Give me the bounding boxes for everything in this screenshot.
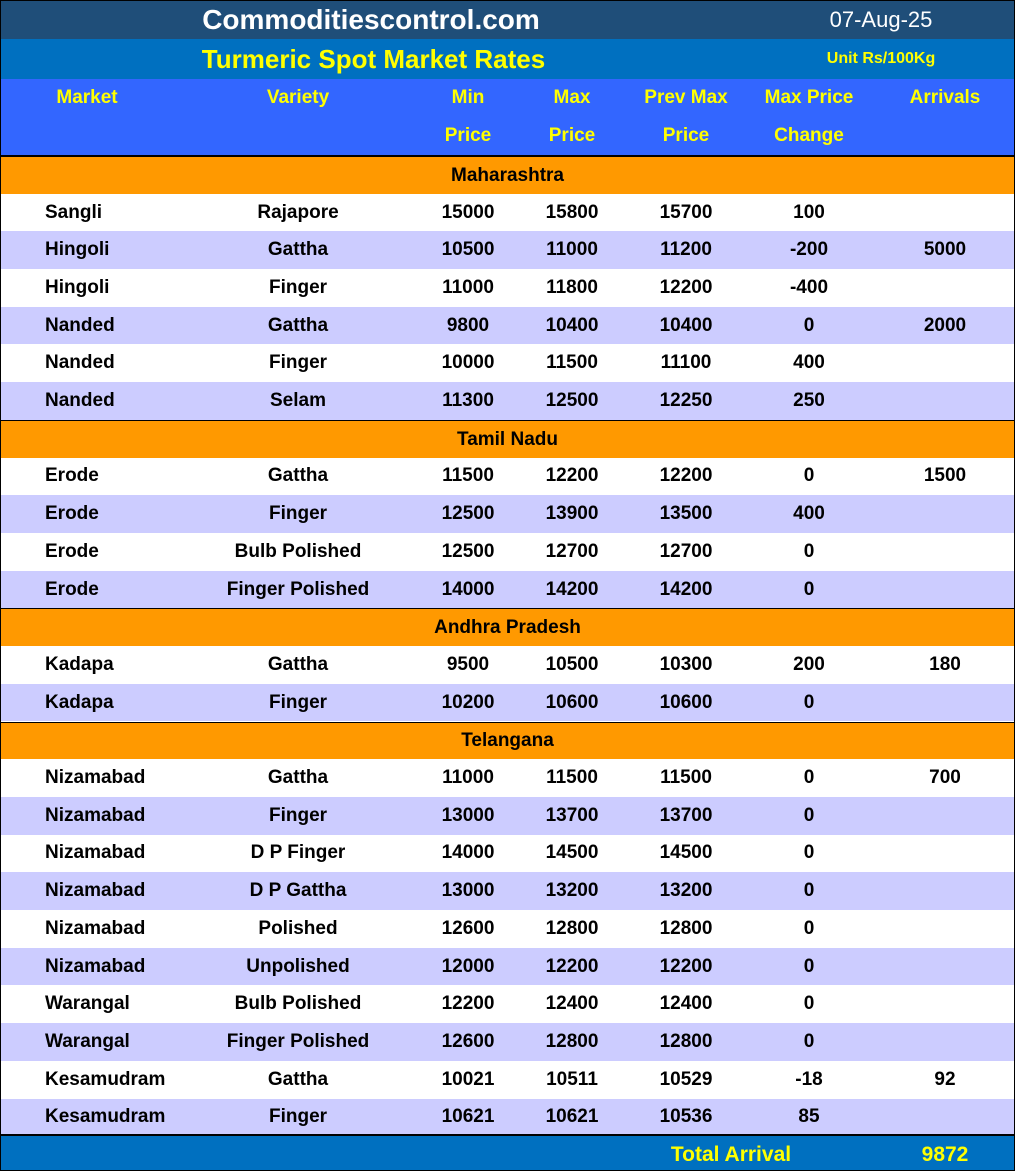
cell-max-price: 12700: [545, 540, 599, 562]
cell-market: Kesamudram: [45, 1106, 166, 1128]
cell-market: Erode: [45, 465, 99, 487]
cell-prev-max-price: 15700: [659, 201, 713, 223]
table-row: [1, 872, 1014, 910]
table-row: [1, 835, 1014, 873]
cell-min-price: 14000: [441, 842, 495, 864]
table-row: [1, 231, 1014, 269]
table-row: [1, 345, 1014, 383]
table-row: [1, 797, 1014, 835]
column-header-row-2: [1, 117, 1014, 157]
cell-min-price: 12200: [441, 993, 495, 1015]
cell-arrivals: 700: [929, 767, 961, 789]
cell-prev-max-price: 13200: [659, 880, 713, 902]
cell-min-price: 15000: [441, 201, 495, 223]
cell-market: Nizamabad: [45, 880, 146, 902]
cell-arrivals: [895, 345, 995, 383]
col-header-market: Market: [56, 87, 118, 108]
cell-min-price: 10621: [441, 1106, 495, 1128]
cell-min-price: 10200: [441, 691, 495, 713]
cell-min-price: 11500: [442, 465, 494, 487]
cell-prev-max-price: 10536: [659, 1106, 713, 1128]
cell-max-price-change: -200: [789, 239, 829, 261]
cell-max-price-change: -400: [789, 276, 829, 298]
section-name: Telangana: [461, 730, 554, 752]
cell-max-price-change: 0: [803, 917, 815, 939]
cell-arrivals: [895, 948, 995, 986]
cell-prev-max-price: 10529: [659, 1068, 713, 1090]
table-row: [1, 1061, 1014, 1099]
cell-min-price: 10500: [441, 239, 495, 261]
cell-variety: Selam: [270, 390, 326, 412]
site-name: Commoditiescontrol.com: [202, 4, 540, 35]
total-arrival-label: Total Arrival: [670, 1143, 792, 1166]
cell-market: Nanded: [45, 390, 115, 412]
col-header-change-sub: Change: [774, 125, 844, 146]
cell-max-price-change: 250: [793, 390, 825, 412]
cell-min-price: 12600: [441, 1030, 495, 1052]
cell-prev-max-price: 12700: [659, 540, 713, 562]
cell-variety: Finger: [268, 276, 328, 298]
cell-variety: Gattha: [267, 239, 329, 261]
cell-max-price-change: -18: [795, 1068, 823, 1090]
section-header: [1, 156, 1014, 195]
cell-prev-max-price: 14200: [659, 578, 713, 600]
column-header-row-1: [1, 79, 1014, 117]
cell-arrivals: 180: [929, 653, 961, 675]
cell-arrivals: [895, 1023, 995, 1061]
cell-prev-max-price: 10600: [659, 691, 713, 713]
cell-prev-max-price: 12200: [659, 955, 713, 977]
cell-arrivals: [895, 1099, 995, 1137]
cell-max-price-change: 0: [803, 880, 815, 902]
cell-variety: Gattha: [267, 465, 329, 487]
table-row: [1, 495, 1014, 533]
cell-min-price: 12600: [441, 917, 495, 939]
cell-max-price: 15800: [545, 201, 599, 223]
cell-prev-max-price: 13700: [659, 804, 713, 826]
cell-prev-max-price: 12200: [659, 465, 713, 487]
cell-variety: Finger Polished: [226, 578, 370, 600]
cell-variety: D P Gattha: [249, 880, 347, 902]
section-header: [1, 608, 1014, 647]
col-header-prev-max-sub: Price: [662, 125, 710, 146]
title-bar: [1, 39, 1014, 79]
cell-variety: D P Finger: [250, 842, 346, 864]
cell-max-price: 10500: [545, 653, 599, 675]
cell-arrivals: [895, 872, 995, 910]
report-date: 07-Aug-25: [829, 7, 933, 32]
cell-prev-max-price: 11500: [660, 767, 712, 789]
cell-prev-max-price: 12400: [659, 993, 713, 1015]
col-header-variety: Variety: [266, 87, 330, 108]
cell-arrivals: 5000: [923, 239, 967, 261]
cell-arrivals: [895, 835, 995, 873]
cell-market: Hingoli: [45, 239, 110, 261]
table-row: [1, 458, 1014, 496]
cell-min-price: 13000: [441, 880, 495, 902]
cell-market: Nizamabad: [45, 842, 146, 864]
cell-variety: Gattha: [267, 1068, 329, 1090]
cell-market: Kesamudram: [45, 1068, 166, 1090]
cell-max-price: 13200: [545, 880, 599, 902]
cell-min-price: 9800: [446, 314, 490, 336]
cell-max-price: 12800: [545, 917, 599, 939]
cell-max-price-change: 400: [793, 503, 825, 525]
cell-variety: Polished: [258, 917, 338, 939]
table-row: [1, 307, 1014, 345]
cell-market: Nanded: [45, 352, 115, 374]
cell-market: Nizamabad: [45, 955, 146, 977]
cell-market: Nanded: [45, 314, 115, 336]
cell-prev-max-price: 12200: [659, 276, 713, 298]
section-header: [1, 420, 1014, 459]
cell-arrivals: [895, 985, 995, 1023]
table-row: [1, 194, 1014, 232]
cell-max-price: 12200: [545, 955, 599, 977]
cell-min-price: 10021: [441, 1068, 495, 1090]
cell-max-price-change: 400: [793, 352, 825, 374]
table-row: [1, 1099, 1014, 1137]
cell-min-price: 12500: [441, 540, 495, 562]
cell-variety: Finger: [268, 1106, 328, 1128]
cell-arrivals: [895, 910, 995, 948]
cell-arrivals: [895, 382, 995, 420]
cell-arrivals: [895, 495, 995, 533]
cell-max-price: 14200: [545, 578, 599, 600]
section-name: Andhra Pradesh: [434, 617, 581, 639]
cell-prev-max-price: 12250: [659, 390, 713, 412]
cell-max-price: 11000: [546, 239, 598, 261]
table-row: [1, 948, 1014, 986]
table-row: [1, 985, 1014, 1023]
col-header-prev-max: Prev Max: [644, 87, 728, 108]
cell-min-price: 12500: [441, 503, 495, 525]
cell-market: Nizamabad: [45, 917, 146, 939]
section-header: [1, 722, 1014, 761]
cell-arrivals: [895, 684, 995, 722]
cell-max-price: 11800: [546, 276, 598, 298]
table-row: [1, 910, 1014, 948]
cell-max-price-change: 85: [798, 1106, 820, 1128]
cell-max-price: 13900: [545, 503, 599, 525]
table-row: [1, 759, 1014, 797]
cell-market: Warangal: [45, 993, 130, 1015]
cell-max-price: 14500: [545, 842, 599, 864]
cell-market: Erode: [45, 503, 99, 525]
cell-max-price: 11500: [546, 767, 598, 789]
cell-max-price: 11500: [546, 352, 598, 374]
cell-variety: Gattha: [267, 314, 329, 336]
cell-market: Kadapa: [45, 653, 114, 675]
cell-max-price-change: 0: [803, 842, 815, 864]
cell-min-price: 13000: [441, 804, 495, 826]
cell-max-price-change: 0: [803, 804, 815, 826]
cell-max-price-change: 0: [803, 955, 815, 977]
cell-min-price: 11000: [442, 276, 494, 298]
cell-min-price: 9500: [446, 653, 490, 675]
cell-max-price: 10400: [545, 314, 599, 336]
cell-min-price: 11300: [442, 390, 494, 412]
cell-max-price-change: 100: [793, 201, 825, 223]
cell-max-price: 12500: [545, 390, 599, 412]
cell-max-price-change: 200: [793, 653, 825, 675]
cell-variety: Finger: [268, 691, 328, 713]
table-row: [1, 269, 1014, 307]
cell-max-price: 10511: [546, 1068, 598, 1090]
cell-arrivals: [895, 269, 995, 307]
col-header-max-price-change: Max Price: [764, 87, 854, 108]
col-header-min: Min: [451, 87, 485, 108]
cell-min-price: 10000: [441, 352, 495, 374]
table-row: [1, 533, 1014, 571]
table-row: [1, 1023, 1014, 1061]
cell-arrivals: [895, 797, 995, 835]
cell-market: Kadapa: [45, 691, 114, 713]
cell-market: Nizamabad: [45, 804, 146, 826]
cell-prev-max-price: 13500: [659, 503, 713, 525]
total-arrival-bar: [1, 1134, 1014, 1171]
cell-variety: Finger: [268, 503, 328, 525]
cell-arrivals: [895, 533, 995, 571]
cell-arrivals: 92: [934, 1068, 956, 1090]
cell-variety: Gattha: [267, 767, 329, 789]
cell-market: Hingoli: [45, 276, 110, 298]
cell-market: Erode: [45, 578, 99, 600]
cell-max-price: 10600: [545, 691, 599, 713]
section-name: Tamil Nadu: [457, 428, 558, 450]
cell-max-price: 13700: [545, 804, 599, 826]
cell-prev-max-price: 11200: [660, 239, 712, 261]
cell-prev-max-price: 10300: [659, 653, 713, 675]
col-header-max-sub: Price: [548, 125, 596, 146]
cell-max-price-change: 0: [803, 993, 815, 1015]
cell-prev-max-price: 12800: [659, 1030, 713, 1052]
cell-arrivals: [895, 194, 995, 232]
cell-max-price-change: 0: [803, 465, 815, 487]
cell-arrivals: [895, 571, 995, 609]
total-arrival-value: 9872: [921, 1143, 969, 1166]
cell-min-price: 14000: [441, 578, 495, 600]
cell-prev-max-price: 10400: [659, 314, 713, 336]
cell-max-price: 12200: [545, 465, 599, 487]
col-header-max: Max: [553, 87, 591, 108]
col-header-min-sub: Price: [444, 125, 492, 146]
table-row: [1, 646, 1014, 684]
unit-label: Unit Rs/100Kg: [826, 50, 936, 67]
cell-market: Warangal: [45, 1030, 130, 1052]
cell-prev-max-price: 14500: [659, 842, 713, 864]
cell-max-price: 12800: [545, 1030, 599, 1052]
cell-max-price-change: 0: [803, 767, 815, 789]
cell-prev-max-price: 11100: [660, 352, 712, 374]
cell-variety: Finger Polished: [226, 1030, 370, 1052]
cell-market: Nizamabad: [45, 767, 146, 789]
cell-variety: Unpolished: [246, 955, 350, 977]
cell-variety: Finger: [268, 352, 328, 374]
cell-arrivals: 1500: [923, 465, 967, 487]
cell-max-price-change: 0: [803, 540, 815, 562]
site-banner: [1, 1, 1014, 39]
cell-max-price-change: 0: [803, 691, 815, 713]
cell-min-price: 11000: [442, 767, 494, 789]
cell-variety: Gattha: [267, 653, 329, 675]
cell-max-price: 12400: [545, 993, 599, 1015]
cell-variety: Finger: [268, 804, 328, 826]
table-row: [1, 382, 1014, 420]
cell-market: Sangli: [45, 201, 103, 223]
cell-min-price: 12000: [441, 955, 495, 977]
section-name: Maharashtra: [451, 164, 564, 186]
cell-max-price-change: 0: [803, 578, 815, 600]
table-row: [1, 684, 1014, 722]
cell-arrivals: 2000: [923, 314, 967, 336]
cell-max-price-change: 0: [803, 314, 815, 336]
cell-variety: Bulb Polished: [234, 993, 362, 1015]
cell-variety: Bulb Polished: [234, 540, 362, 562]
cell-variety: Rajapore: [257, 201, 339, 223]
cell-max-price: 10621: [545, 1106, 599, 1128]
cell-prev-max-price: 12800: [659, 917, 713, 939]
page-title: Turmeric Spot Market Rates: [201, 43, 546, 74]
cell-market: Erode: [45, 540, 99, 562]
col-header-arrivals: Arrivals: [909, 87, 981, 108]
cell-max-price-change: 0: [803, 1030, 815, 1052]
table-row: [1, 571, 1014, 609]
